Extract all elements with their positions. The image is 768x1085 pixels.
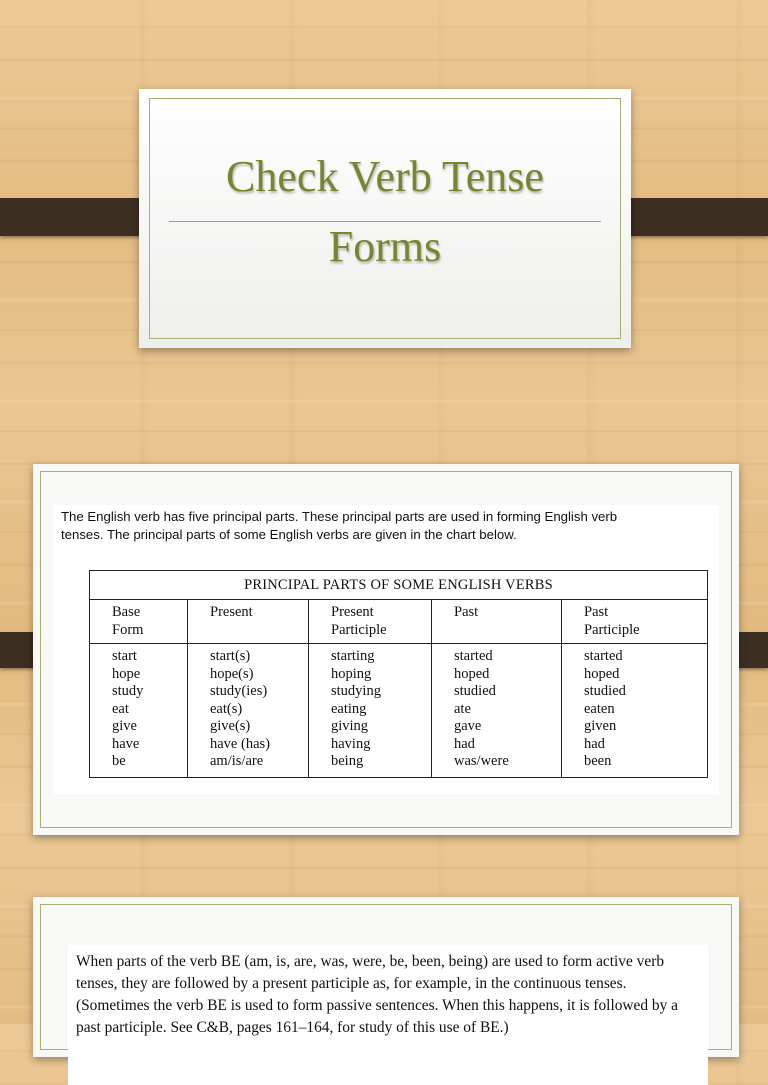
column-past-participle — [561, 600, 707, 777]
title-slide[interactable] — [139, 89, 631, 348]
intro-line: The English verb has five principal parts. These principal parts are used in forming English verb — [61, 509, 618, 524]
paragraph-line: (Sometimes the verb BE is used to form passive sentences. When this happens, it is followed by a — [76, 997, 678, 1014]
table-cell: study — [112, 683, 144, 699]
table-cell: give — [112, 718, 137, 734]
table-cell: am/is/are — [210, 753, 264, 769]
verb-be-slide[interactable] — [33, 897, 739, 1057]
table-cell: being — [331, 753, 364, 769]
table-cell: having — [331, 735, 371, 752]
table-cell: hoping — [331, 665, 372, 682]
principal-parts-table — [89, 570, 708, 778]
column-header: Past Participle — [562, 600, 707, 644]
table-cell: gave — [454, 718, 482, 734]
table-cell: start(s) — [210, 648, 251, 664]
table-cell: hoped — [454, 665, 490, 682]
table-cell: hope — [112, 665, 141, 682]
table-cell: have (has) — [210, 735, 270, 752]
intro-text — [61, 508, 716, 544]
table-cell: studied — [454, 683, 496, 699]
slide-title-line-1: Check Verb Tense — [226, 152, 544, 201]
paragraph-line: tenses, they are followed by a present participle as, for example, in the continuous tenses. — [76, 975, 627, 992]
table-cell: had — [454, 735, 475, 752]
intro-line: tenses. The principal parts of some English verbs are given in the chart below. — [61, 527, 517, 542]
table-cell: be — [112, 753, 126, 769]
table-cell: eat(s) — [210, 700, 243, 717]
table-cell: eat — [112, 700, 129, 717]
paragraph-line: past participle. See C&B, pages 161–164, for study of this use of BE.) — [76, 1019, 509, 1036]
explanation-paragraph — [76, 951, 706, 1039]
slide-title-line-2: Forms — [328, 222, 442, 271]
scanned-document — [68, 945, 708, 1085]
table-cell: was/were — [454, 753, 509, 769]
table-cell: eating — [331, 700, 367, 717]
column-header: Base Form — [90, 600, 187, 644]
table-cell: starting — [331, 648, 375, 664]
table-cell: had — [584, 735, 605, 752]
column-past — [431, 600, 561, 777]
table-cell: give(s) — [210, 718, 251, 734]
table-cell: given — [584, 718, 617, 734]
column-header: Present — [188, 600, 308, 644]
table-cell: hoped — [584, 665, 620, 682]
binder-strap-left-1 — [0, 198, 155, 236]
table-cell: started — [454, 648, 493, 664]
column-base-form — [90, 600, 187, 777]
table-cell: studying — [331, 683, 381, 699]
table-cell: start — [112, 648, 137, 664]
column-header: Present Participle — [309, 600, 431, 644]
table-cell: studied — [584, 683, 626, 699]
table-cell: giving — [331, 718, 369, 734]
paragraph-line: When parts of the verb BE (am, is, are, was, were, be, been, being) are used to form active verb — [76, 953, 665, 970]
scanned-document — [54, 505, 719, 794]
binder-strap-right-1 — [613, 198, 768, 236]
table-cell: have — [112, 735, 140, 752]
column-header: Past — [432, 600, 561, 644]
table-cell: started — [584, 648, 623, 664]
column-present — [187, 600, 308, 777]
table-cell: been — [584, 753, 612, 769]
table-cell: hope(s) — [210, 665, 254, 682]
slide-border — [149, 98, 621, 339]
table-cell: eaten — [584, 700, 615, 717]
table-cell: ate — [454, 700, 471, 717]
principal-parts-slide[interactable] — [33, 464, 739, 835]
table-cell: study(ies) — [210, 683, 268, 699]
table-title: PRINCIPAL PARTS OF SOME ENGLISH VERBS — [90, 571, 707, 600]
column-present-participle — [308, 600, 431, 777]
